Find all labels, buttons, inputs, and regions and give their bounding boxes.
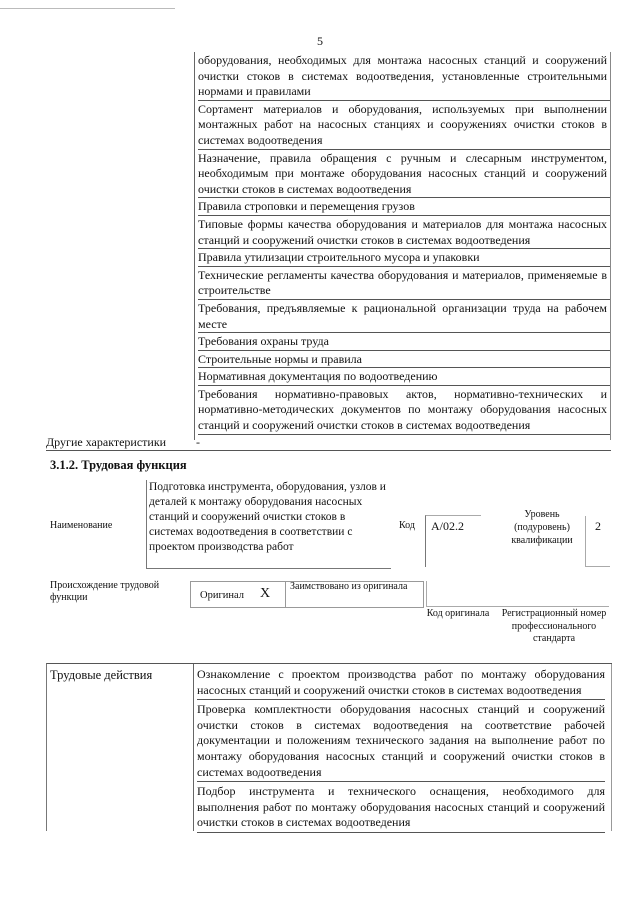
table-right-border <box>611 664 612 831</box>
function-name: Подготовка инструмента, оборудования, узлов и деталей к монтажу оборудования насосных станций и сооружений очистки стоков в системах водоотведения в соответствии с проектом производства работ <box>146 480 391 569</box>
labor-action-rows <box>197 667 605 835</box>
level-label: Уровень (подуровень) квалификации <box>511 509 573 546</box>
original-code-caption: Код оригинала <box>426 608 490 619</box>
other-characteristics-row <box>46 435 611 451</box>
knowledge-table <box>46 52 611 451</box>
table-row: Назначение, правила обращения с ручным и слесарным инструментом, необходимым при монтаже оборудования насосных станций и сооружений очистки стоков в системах водоотведения <box>198 150 611 199</box>
table-row: Подбор инструмента и технического оснащения, необходимого для выполнения работ по монтажу оборудования насосных станций и сооружений очистки стоков в системах водоотведения <box>197 784 605 833</box>
labor-actions-label: Трудовые действия <box>50 668 153 682</box>
table-row: Ознакомление с проектом производства работ по монтажу оборудования насосных станций и сооружений очистки стоков в системах водоотведения <box>197 667 605 700</box>
table-row: Нормативная документация по водоотведению <box>198 368 611 386</box>
function-header <box>50 478 610 568</box>
table-row: Строительные нормы и правила <box>198 351 611 369</box>
column-divider <box>194 52 195 440</box>
page-number: 5 <box>317 34 323 48</box>
code-label: Код <box>399 520 415 531</box>
table-row: Требования, предъявляемые к рациональной организации труда на рабочем месте <box>198 300 611 333</box>
column-divider <box>193 664 194 831</box>
section-title: 3.1.2. Трудовая функция <box>50 458 187 472</box>
table-row: Правила утилизации строительного мусора и упаковки <box>198 249 611 267</box>
name-label: Наименование <box>50 520 113 531</box>
registration-caption: Регистрационный номер профессионального стандарта <box>501 608 607 644</box>
table-row: Требования нормативно-правовых актов, нормативно-технических и нормативно-методических документов по монтажу оборудования насосных станций и сооружений очистки стоков в системах водоотведения <box>198 386 611 435</box>
other-characteristics-value: - <box>196 434 200 449</box>
labor-actions-table <box>46 663 612 831</box>
code-value: А/02.2 <box>425 515 481 567</box>
table-row: Правила строповки и перемещения грузов <box>198 198 611 216</box>
header-rule <box>0 8 175 9</box>
code-box <box>426 581 609 607</box>
original-label: Оригинал <box>200 590 244 601</box>
table-row: Типовые формы качества оборудования и материалов для монтажа насосных станций и сооружений очистки стоков в системах водоотведения <box>198 216 611 249</box>
table-row: Требования охраны труда <box>198 333 611 351</box>
other-characteristics-label: Другие характеристики <box>46 434 167 449</box>
table-row: оборудования, необходимых для монтажа насосных станций и сооружений очистки стоков в системах водоотведения, установленные строительными нормами и правилами <box>198 52 611 101</box>
table-row: Технические регламенты качества оборудования и материалов, применяемые в строительстве <box>198 267 611 300</box>
table-right-border <box>610 52 611 440</box>
knowledge-rows <box>198 52 611 435</box>
origin-block <box>50 580 610 660</box>
borrowed-label: Заимствовано из оригинала <box>290 581 408 592</box>
origin-divider <box>285 581 286 608</box>
origin-label: Происхождение трудовой функции <box>50 580 160 603</box>
table-row: Проверка комплектности оборудования насосных станций и сооружений очистки стоков в системах водоотведения на соответствие рабочей документации и положениям технического задания на выполнение работ по монтажу оборудования насосных станций и сооружений очистки стоков в системах водоотведения <box>197 702 605 782</box>
table-row: Сортамент материалов и оборудования, используемых при выполнении монтажных работ на насосных станциях и сооружениях очистки стоков в системах водоотведения <box>198 101 611 150</box>
level-value: 2 <box>585 516 610 567</box>
original-mark: X <box>260 586 271 601</box>
